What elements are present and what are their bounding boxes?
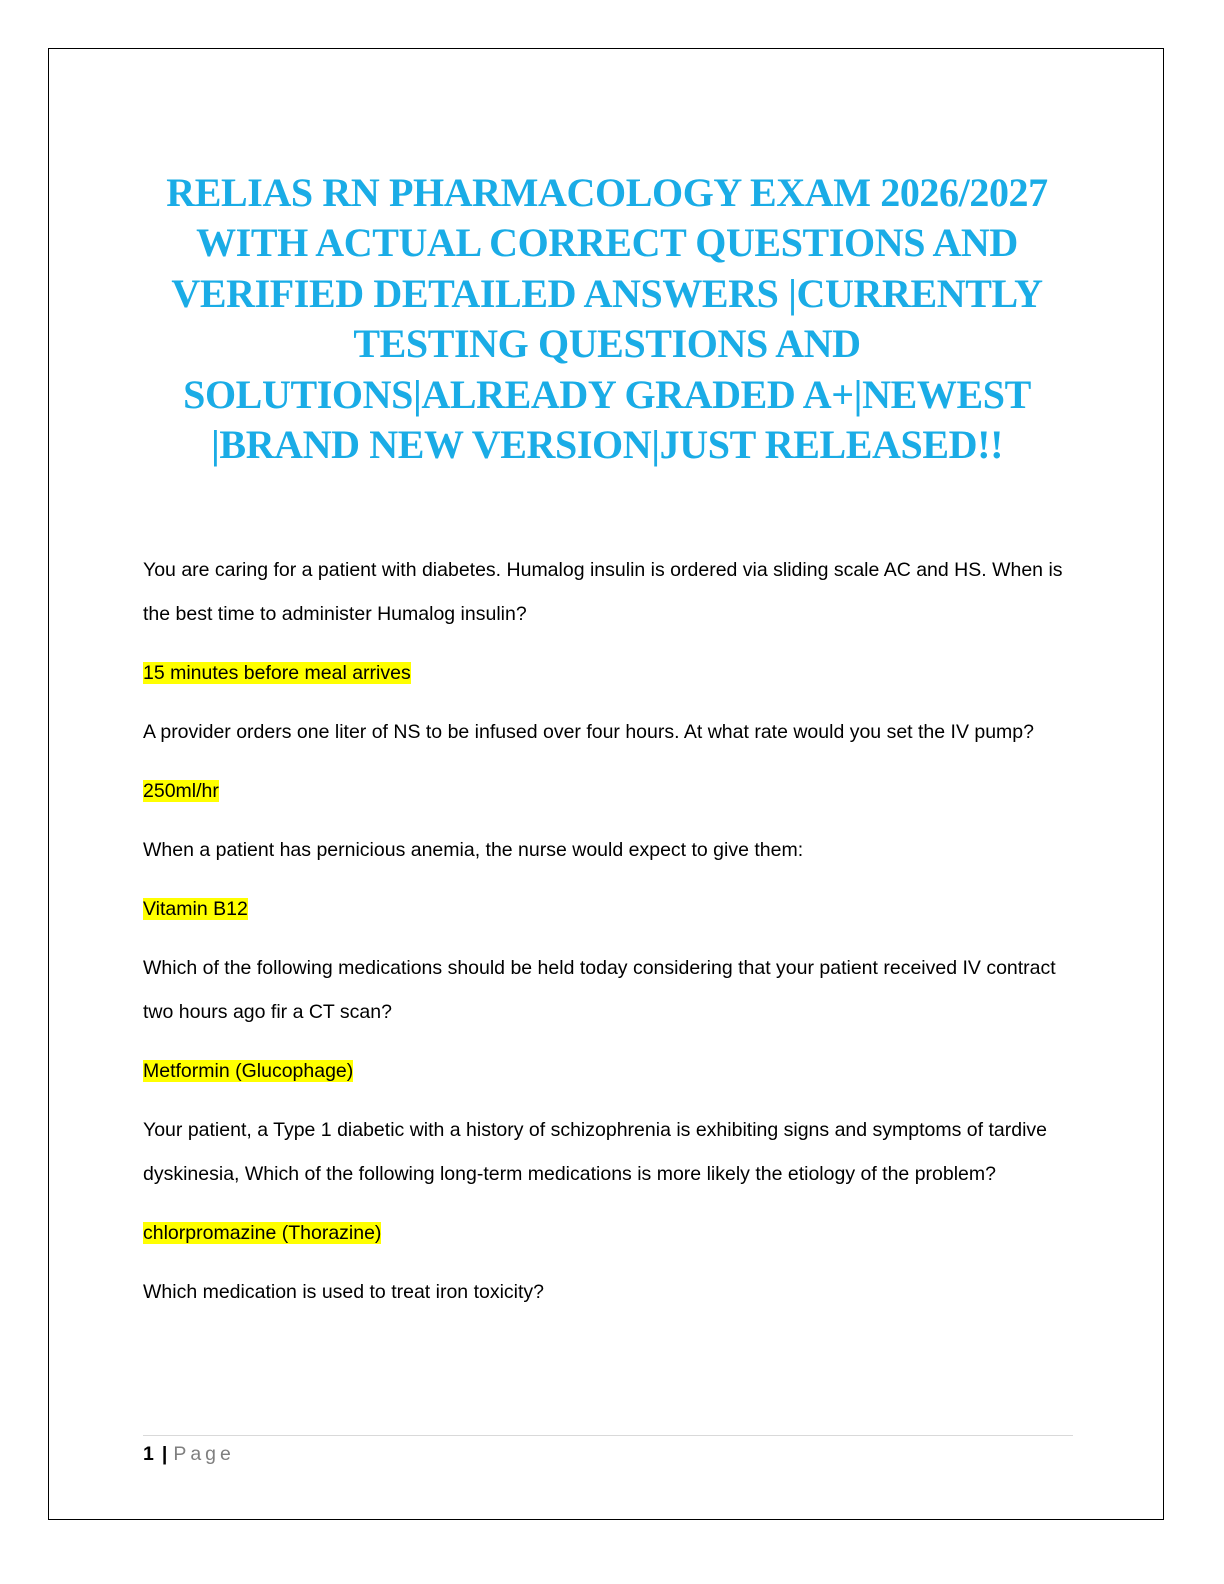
page-footer	[143, 1440, 235, 1468]
footer-divider	[143, 1435, 1073, 1436]
answer-5	[143, 1211, 1073, 1255]
question-1: You are caring for a patient with diabetes. Humalog insulin is ordered via sliding scale AC and HS. When is the best time to administer Humalog insulin?	[143, 559, 1063, 625]
answer-1	[143, 651, 1073, 695]
question-5: Your patient, a Type 1 diabetic with a history of schizophrenia is exhibiting signs and symptoms of tardive dyskinesia, Which of the following long-term medications is more likely the etiology of the problem?	[143, 1119, 1047, 1185]
question-3: When a patient has pernicious anemia, the nurse would expect to give them:	[143, 839, 804, 861]
document-title: RELIAS RN PHARMACOLOGY EXAM 2026/2027 WITH ACTUAL CORRECT QUESTIONS AND VERIFIED DETAILED ANSWERS |CURRENTLY TESTING QUESTIONS AND SOLUTIONS|ALREADY GRADED A+|NEWEST |BRAND NEW VERSION|JUST RELEASED!!	[166, 170, 1048, 468]
footer-separator: |	[161, 1443, 168, 1465]
question-6: Which medication is used to treat iron toxicity?	[143, 1281, 545, 1303]
answer-3	[143, 887, 1073, 931]
question-4: Which of the following medications should be held today considering that your patient received IV contract two hours ago fir a CT scan?	[143, 957, 1056, 1023]
answer-1-highlight: 15 minutes before meal arrives	[143, 662, 411, 684]
answer-2	[143, 769, 1073, 813]
answer-2-highlight: 250ml/hr	[143, 780, 219, 802]
qa-list	[143, 548, 1073, 1314]
answer-3-highlight: Vitamin B12	[143, 898, 248, 920]
answer-4	[143, 1049, 1073, 1093]
answer-4-highlight: Metformin (Glucophage)	[143, 1060, 354, 1082]
answer-5-highlight: chlorpromazine (Thorazine)	[143, 1222, 382, 1244]
page-number: 1	[143, 1443, 154, 1465]
question-2: A provider orders one liter of NS to be infused over four hours. At what rate would you set the IV pump?	[143, 721, 1034, 743]
page-label: Page	[173, 1443, 235, 1465]
